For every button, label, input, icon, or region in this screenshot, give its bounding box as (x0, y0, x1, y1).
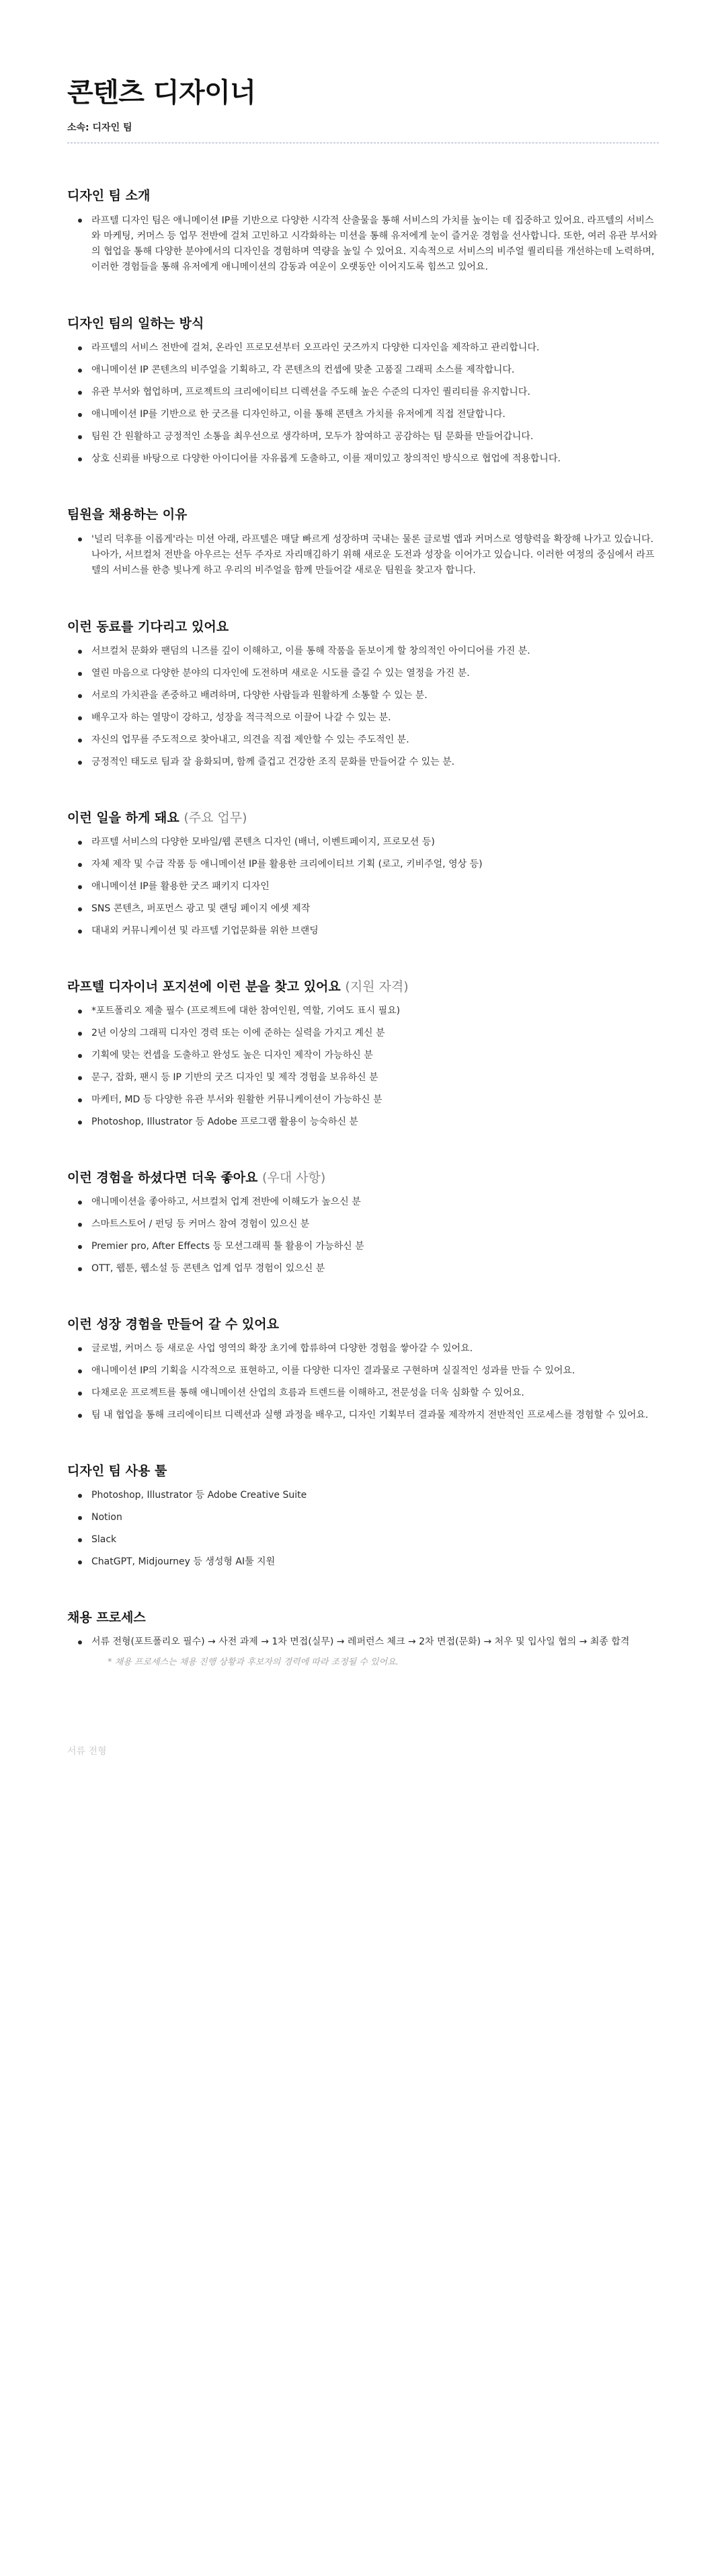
list-item: 팀 내 협업을 통해 크리에이티브 디렉션과 실행 과정을 배우고, 디자인 기획부터 결과물 제작까지 전반적인 프로세스를 경험할 수 있어요. (91, 1408, 659, 1423)
section-heading (67, 617, 659, 636)
list-item: 다채로운 프로젝트를 통해 애니메이션 산업의 흐름과 트렌드를 이해하고, 전문성을 더욱 심화할 수 있어요. (91, 1386, 659, 1400)
section-2 (67, 314, 659, 466)
list-item: Premier pro, After Effects 등 모션그래픽 툴 활용이 가능하신 분 (91, 1240, 659, 1254)
bullet-list (67, 213, 659, 275)
section-5 (67, 808, 659, 938)
section-heading-sub: (주요 업무) (184, 810, 247, 825)
list-item: 글로벌, 커머스 등 새로운 사업 영역의 확장 초기에 합류하여 다양한 경험을 쌓아갈 수 있어요. (91, 1342, 659, 1356)
list-item: 라프텔의 서비스 전반에 걸쳐, 온라인 프로모션부터 오프라인 굿즈까지 다양한 디자인을 제작하고 관리합니다. (91, 341, 659, 355)
list-item: 애니메이션 IP 콘텐츠의 비주얼을 기획하고, 각 콘텐츠의 컨셉에 맞춘 고품질 그래픽 소스를 제작합니다. (91, 363, 659, 377)
section-heading-text: 팀원을 채용하는 이유 (67, 507, 188, 522)
list-item: 애니메이션 IP를 기반으로 한 굿즈를 디자인하고, 이를 통해 콘텐츠 가치를 유저에게 직접 전달합니다. (91, 408, 659, 422)
section-heading (67, 1315, 659, 1334)
list-item: 자체 제작 및 수급 작품 등 애니메이션 IP를 활용한 크리에이티브 기획 (로고, 키비주얼, 영상 등) (91, 858, 659, 872)
list-item: 애니메이션을 좋아하고, 서브컬처 업계 전반에 이해도가 높으신 분 (91, 1195, 659, 1209)
list-item: *포트폴리오 제출 필수 (프로젝트에 대한 참여인원, 역할, 기여도 표시 필요) (91, 1004, 659, 1018)
section-heading-text: 채용 프로세스 (67, 1610, 146, 1625)
bullet-list (67, 1635, 659, 1649)
list-item: 대내외 커뮤니케이션 및 라프텔 기업문화를 위한 브랜딩 (91, 924, 659, 938)
list-item: 배우고자 하는 열망이 강하고, 성장을 적극적으로 이끌어 나갈 수 있는 분. (91, 711, 659, 725)
list-item: 마케터, MD 등 다양한 유관 부서와 원활한 커뮤니케이션이 가능하신 분 (91, 1093, 659, 1107)
section-heading-text: 디자인 팀 소개 (67, 188, 151, 203)
list-item: 라프텔 서비스의 다양한 모바일/웹 콘텐츠 디자인 (배너, 이벤트페이지, 프로모션 등) (91, 835, 659, 849)
list-item: Photoshop, Illustrator 등 Adobe 프로그램 활용이 능숙하신 분 (91, 1115, 659, 1129)
list-item: 스마트스토어 / 펀딩 등 커머스 참여 경험이 있으신 분 (91, 1217, 659, 1232)
list-item: OTT, 웹툰, 웹소설 등 콘텐츠 업계 업무 경험이 있으신 분 (91, 1262, 659, 1276)
section-heading (67, 808, 659, 827)
apply-stage-link[interactable]: 서류 전형 (67, 1746, 107, 1757)
list-item: 문구, 잡화, 팬시 등 IP 기반의 굿즈 디자인 및 제작 경험을 보유하신 분 (91, 1071, 659, 1085)
list-item: 긍정적인 태도로 팀과 잘 융화되며, 함께 즐겁고 건강한 조직 문화를 만들어갈 수 있는 분. (91, 755, 659, 769)
section-8 (67, 1315, 659, 1423)
team-label: 소속: 디자인 팀 (67, 122, 132, 133)
content-sections (67, 186, 659, 1669)
list-item: 애니메이션 IP의 기획을 시각적으로 표현하고, 이를 다양한 디자인 결과물로 구현하며 실질적인 성과를 만들 수 있어요. (91, 1364, 659, 1378)
bullet-list (67, 644, 659, 769)
list-item: 서브컬처 문화와 팬덤의 니즈를 깊이 이해하고, 이를 통해 작품을 돋보이게 할 창의적인 아이디어를 가진 분. (91, 644, 659, 658)
section-6 (67, 977, 659, 1129)
list-item: 애니메이션 IP를 활용한 굿즈 패키지 디자인 (91, 880, 659, 894)
section-heading-text: 디자인 팀의 일하는 방식 (67, 316, 204, 331)
section-heading-text: 이런 일을 하게 돼요 (67, 810, 179, 825)
section-heading-text: 라프텔 디자이너 포지션에 이런 분을 찾고 있어요 (67, 979, 341, 994)
section-9 (67, 1462, 659, 1569)
list-item: 기획에 맞는 컨셉을 도출하고 완성도 높은 디자인 제작이 가능하신 분 (91, 1049, 659, 1063)
list-item: ChatGPT, Midjourney 등 생성형 AI툴 지원 (91, 1555, 659, 1569)
list-item: 자신의 업무를 주도적으로 찾아내고, 의견을 직접 제안할 수 있는 주도적인 분. (91, 733, 659, 747)
section-heading-sub: (지원 자격) (345, 979, 409, 994)
section-heading (67, 1168, 659, 1187)
bullet-list (67, 1488, 659, 1569)
list-item: Slack (91, 1533, 659, 1547)
section-7 (67, 1168, 659, 1276)
bullet-list (67, 1342, 659, 1423)
bullet-list (67, 341, 659, 466)
section-heading (67, 977, 659, 996)
list-item: 라프텔 디자인 팀은 애니메이션 IP를 기반으로 다양한 시각적 산출물을 통해 서비스의 가치를 높이는 데 집중하고 있어요. 라프텔의 서비스와 마케팅, 커머스 등 업무 전반에 걸쳐 고민하고 시각화하는 미션을 통해 유저에게 눈이 즐거운 경험을 선사합니다. 또한, 여러 유관 부서와의 협업을 통해 다양한 분야에서의 디자인을 경험하며 역량을 높일 수 있어요. 지속적으로 서비스의 비주얼 퀄리티를 개선하는데 노력하며, 이러한 경험들을 통해 유저에게 애니메이션의 감동과 여운이 오랫동안 이어지도록 힘쓰고 있어요. (91, 213, 659, 275)
section-heading (67, 505, 659, 524)
list-item: SNS 콘텐츠, 퍼포먼스 광고 및 랜딩 페이지 에셋 제작 (91, 902, 659, 916)
section-heading-text: 이런 경험을 하셨다면 더욱 좋아요 (67, 1170, 258, 1185)
section-heading-text: 이런 동료를 기다리고 있어요 (67, 619, 229, 634)
section-3 (67, 505, 659, 578)
bullet-list (67, 1004, 659, 1129)
section-heading (67, 186, 659, 205)
bullet-list (67, 1195, 659, 1276)
list-item: Photoshop, Illustrator 등 Adobe Creative Suite (91, 1488, 659, 1503)
process-note: * 채용 프로세스는 채용 진행 상황과 후보자의 경력에 따라 조정될 수 있어요. (108, 1657, 399, 1667)
section-1 (67, 186, 659, 275)
section-heading-text: 디자인 팀 사용 툴 (67, 1464, 167, 1478)
bullet-list (67, 835, 659, 938)
section-heading-text: 이런 성장 경험을 만들어 갈 수 있어요 (67, 1317, 279, 1332)
list-item: 열린 마음으로 다양한 분야의 디자인에 도전하며 새로운 시도를 즐길 수 있는 열정을 가진 분. (91, 667, 659, 681)
section-4 (67, 617, 659, 769)
list-item: '널리 덕후를 이롭게'라는 미션 아래, 라프텔은 매달 빠르게 성장하며 국내는 물론 글로벌 앱과 커머스로 영향력을 확장해 나가고 있습니다. 나아가, 서브컬처 전반을 아우르는 선두 주자로 자리매김하기 위해 새로운 도전과 성장을 이어가고 있습니다. 이러한 여정의 중심에서 라프텔의 서비스를 한층 빛나게 하고 우리의 비주얼을 함께 만들어갈 새로운 팀원을 찾고자 합니다. (91, 532, 659, 578)
section-heading-sub: (우대 사항) (262, 1170, 326, 1185)
section-10 (67, 1608, 659, 1669)
page-title: 콘텐츠 디자이너 (67, 77, 256, 108)
list-item: 2년 이상의 그래픽 디자인 경력 또는 이에 준하는 실력을 가지고 계신 분 (91, 1026, 659, 1040)
list-item: 서류 전형(포트폴리오 필수) → 사전 과제 → 1차 면접(실무) → 레퍼런스 체크 → 2차 면접(문화) → 처우 및 입사일 협의 → 최종 합격 (91, 1635, 659, 1649)
section-heading (67, 1608, 659, 1627)
bullet-list (67, 532, 659, 578)
list-item: 서로의 가치관을 존중하고 배려하며, 다양한 사람들과 원활하게 소통할 수 있는 분. (91, 689, 659, 703)
list-item: 팀원 간 원활하고 긍정적인 소통을 최우선으로 생각하며, 모두가 참여하고 공감하는 팀 문화를 만들어갑니다. (91, 430, 659, 444)
list-item: 상호 신뢰를 바탕으로 다양한 아이디어를 자유롭게 도출하고, 이를 재미있고 창의적인 방식으로 협업에 적용합니다. (91, 452, 659, 466)
list-item: 유관 부서와 협업하며, 프로젝트의 크리에이티브 디렉션을 주도해 높은 수준의 디자인 퀄리티를 유지합니다. (91, 385, 659, 400)
section-heading (67, 314, 659, 333)
section-heading (67, 1462, 659, 1480)
list-item: Notion (91, 1511, 659, 1525)
